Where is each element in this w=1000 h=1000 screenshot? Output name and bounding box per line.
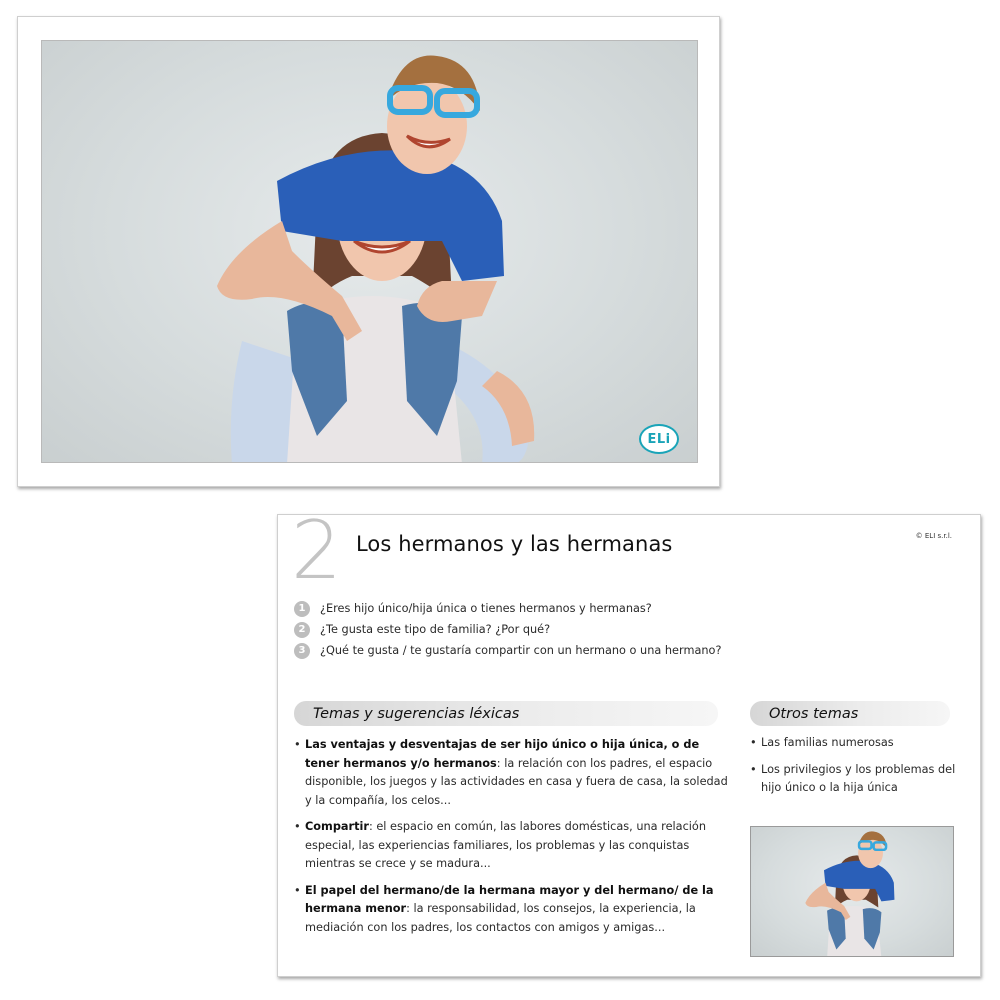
- question-text: ¿Te gusta este tipo de familia? ¿Por qué?: [320, 623, 551, 636]
- copyright-text: © ELI s.r.l.: [915, 532, 952, 540]
- topics-header: Temas y sugerencias léxicas: [294, 701, 718, 726]
- topic-detail: : la responsabilidad, los consejos, la experiencia, la mediación con los padres, los contactos con amigos y amigas...: [305, 902, 696, 934]
- family-illustration: [42, 41, 698, 463]
- question-number-badge: 2: [294, 622, 310, 638]
- topic-item: [294, 736, 734, 810]
- question-item: [294, 619, 721, 640]
- card-title: Los hermanos y las hermanas: [356, 532, 673, 556]
- topic-bold: El papel del hermano/de la hermana mayor y del hermano/ de la hermana menor: [305, 883, 714, 915]
- question-list: [294, 598, 721, 661]
- flashcard-back: [277, 504, 981, 977]
- topic-detail: : el espacio en común, las labores domésticas, una relación especial, las experiencias familiares, los problemas y las conquistas mientras se crece y se madura...: [305, 820, 707, 870]
- thumbnail-illustration: [751, 827, 954, 957]
- card-number: 2: [291, 504, 342, 597]
- topic-bold: Compartir: [305, 820, 369, 833]
- question-text: ¿Eres hijo único/hija única o tienes hermanos y hermanas?: [320, 602, 652, 615]
- thumbnail-photo: [750, 826, 954, 957]
- other-topic-item: • Los privilegios y los problemas del hijo único o la hija única: [750, 761, 960, 798]
- topic-bold: Las ventajas y desventajas de ser hijo único o hija única, o de tener hermanos y/o hermanos: [305, 738, 700, 770]
- topic-detail: : la relación con los padres, el espacio disponible, los juegos y las actividades en casa y fuera de casa, la soledad y la compañía, los celos...: [305, 756, 728, 807]
- other-topics-header: Otros temas: [750, 701, 950, 726]
- question-item: [294, 640, 721, 661]
- main-photo: [41, 40, 698, 463]
- other-topics-list: [750, 734, 960, 806]
- question-text: ¿Qué te gusta / te gustaría compartir con un hermano o una hermano?: [320, 644, 722, 657]
- flashcard-front: [17, 16, 720, 487]
- boy-hand-right: [417, 281, 497, 322]
- other-topic-item: • Las familias numerosas: [750, 734, 960, 753]
- question-number-badge: 1: [294, 601, 310, 617]
- question-number-badge: 3: [294, 643, 310, 659]
- topics-list: [294, 736, 734, 945]
- topic-item: [294, 882, 734, 938]
- topic-item: [294, 818, 734, 874]
- eli-logo: ELi: [639, 424, 679, 454]
- question-item: [294, 598, 721, 619]
